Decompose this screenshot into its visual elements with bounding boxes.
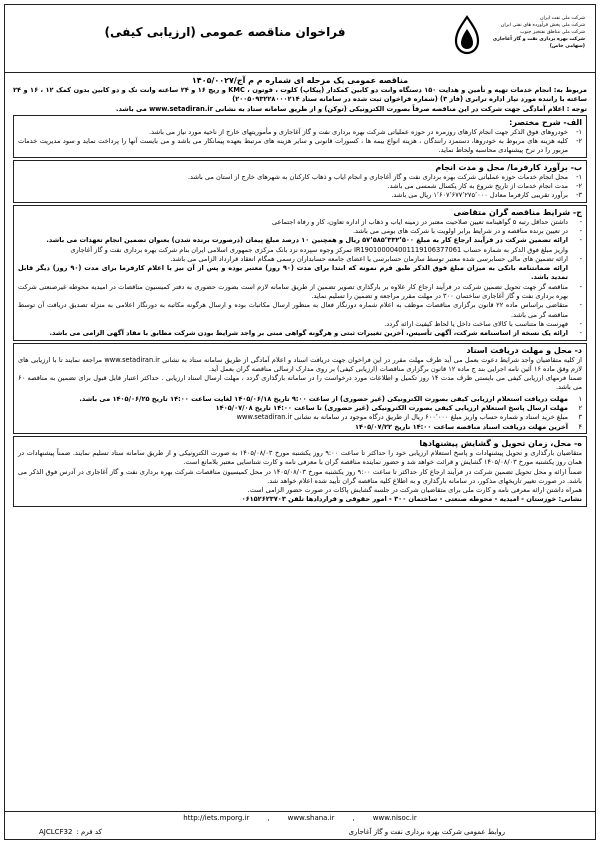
logo-line: شرکت ملی نفت ایران bbox=[539, 16, 585, 21]
section-title: د- محل و مهلت دریافت اسناد bbox=[466, 345, 582, 355]
footer-text: روابط عمومی شرکت بهره برداری نفت و گاز آغاجاری bbox=[348, 828, 505, 836]
tender-heading: مناقصه عمومی یک مرحله ای شماره م م آج/۱۴۰۵/۰۰۲۷ bbox=[191, 76, 409, 85]
paragraph: ضمنا فرمهای ارزیابی کیفی می بایستی ظرف مدت ۱۴ روز تکمیل و اطلاعات مورد درخواست را در سامانه بارگذاری گردد ، مهلت ارسال اسناد ارزیابی . حداکثر اعتبار قابل قبول برای تضمین به مناقصه ۶۰ می باشد. bbox=[18, 374, 582, 392]
list-item: ۴ آخرین مهلت دریافت اسناد مناقصه ساعت ۱۴:۰۰ تاریخ ۱۴۰۵/۰۷/۲۲ bbox=[355, 422, 582, 431]
document-header bbox=[5, 5, 595, 73]
form-code-label: کد فرم : bbox=[76, 828, 102, 836]
address: نشانی: خوزستان - امیدیه - محوطه صنعتی - ساختمان ۳۰۰ - امور حقوقی و قراردادها تلفن ۰۶۱۵۲۶۲۳۷۰۳ bbox=[241, 495, 582, 504]
logo-line: شرکت بهره برداری نفت و گاز آغاجاری (سهامی خاص) bbox=[492, 37, 585, 49]
section-d bbox=[13, 343, 587, 434]
list-item: - متقاضی براساس ماده ۲۲ قانون برگزاری مناقصات موظف به اعلام شماره دورنگار فعال به منظور ارسال مکاتبات بوده و ارسال هرگونه مکاتبه به دورنگار اعلامی به منزله تصدیق دریافت آن توسط مناقصه گر می باشد. bbox=[18, 301, 582, 319]
section-e bbox=[13, 436, 587, 507]
list-item: ۲ مهلت ارسال پاسخ استعلام ارزیابی کیفی بصورت الکترونیکی (غیر حضوری) تا ساعت ۱۴:۰۰ تاریخ ۱۴۰۵/۰۷/۰۸ bbox=[215, 404, 582, 413]
logo-line: شرکت ملی پخش فرآورده های نفتی ایران bbox=[500, 23, 585, 28]
website-links: http://iets.mporg.ir , www.shana.ir , www.nisoc.ir bbox=[183, 814, 417, 822]
section-title: ج- شرایط مناقصه گران متقاضی bbox=[453, 207, 582, 217]
list-item: ۲- مدت انجام خدمات از تاریخ شروع به کار یکسال شمسی می باشد. bbox=[387, 182, 582, 191]
document-footer bbox=[5, 811, 595, 839]
tender-document bbox=[4, 4, 596, 840]
list-item: - ارائه تضمین های مالی حسابرسی شده معتبر توسط سازمان حسابرسی یا اعضای جامعه حسابداران رسمی همگام انعقاد قرارداد الزامی می باشد. bbox=[170, 254, 582, 263]
paragraph: متقاضیان بارگذاری و تحویل پیشنهادات و پاسخ استعلام ارزیابی خود را حداکثر تا ساعت ۹:۰۰ روز یکشنبه مورخ ۱۴۰۵/۰۸/۰۳ به صورت الکترونیکی و از طریق سامانه ستاد تسلیم نمایند. ضمناً پیشنهادات در همان روز یکشنبه مورخ ۱۴۰۵/۰۸/۰۳ گشایش و قرائت خواهد شد و حضور نماینده مناقصه گران با معرفی نامه و کارت شناسایی معتبر بلامانع است. bbox=[18, 448, 582, 467]
logo-line: شرکت ملی مناطق نفتخیز جنوب bbox=[519, 30, 585, 35]
section-a bbox=[13, 115, 587, 158]
list-item: - ارائه یک نسخه از اساسنامه شرکت، آگهی تأسیس، آخرین تغییرات ثبتی و هرگونه گواهی مبنی بر واجد شرایط بودن شرکت مطابق با مفاد آگهی الزامی می باشد. bbox=[49, 329, 582, 338]
list-item: - فهرست ها متناسب با کالای ساخت داخل یا لحاظ کیفیت ارائه گردد. bbox=[384, 319, 582, 328]
section-title: الف- شرح مختصر: bbox=[509, 117, 582, 127]
list-item: ارائه ضمانتنامه بانکی به میزان مبلغ فوق الذکر طبق فرم نمونه که ابتدا برای مدت (۹۰ روز) معتبر بوده و پس از آن نیز با اعلام کارفرما برای مدت (۹۰ روز) دیگر قابل تمدید باشد. bbox=[18, 264, 568, 282]
list-item: - مناقصه گر جهت تحویل تضمین شرکت در فرآیند ارجاع کار علاوه بر بارگذاری تصویر تضمین از طریق سامانه لازم است بصورت حضوری به دفتر کمیسیون مناقصات در امیدیه محوطه غیرصنعتی شرکت بهره برداری نفت و گاز آغاجاری ساختمان ۳۰۰ در مهلت مقرر مراجعه و تضمین را تسلیم نماید. bbox=[18, 282, 582, 301]
page-title: فراخوان مناقصه عمومی (ارزیابی کیفی) bbox=[104, 25, 346, 39]
company-logo bbox=[445, 15, 585, 67]
website-link[interactable]: www.nisoc.ir bbox=[372, 814, 417, 822]
section-b bbox=[13, 160, 587, 203]
section-c bbox=[13, 205, 587, 341]
list-item: ۲- کلیه هزینه های مربوط به خودروها، دستمزد رانندگان ، هزینه انواع بیمه ها ، کسورات قانونی و سایر هزینه های مرتبط بعهده پیمانکار می باشد و می بایست آنها را پرداخت نماید و سود مدیریت خدمات مزبور را در نرخ پیشنهادی محاسبه ولحاظ نماید. bbox=[18, 137, 582, 155]
list-item: ۱ مهلت دریافت استعلام ارزیابی کیفی بصورت الکترونیکی (غیر حضوری) از ساعت ۹:۰۰ تاریخ ۱۴۰۵/۰۶/۱۸ لغایت ساعت ۱۴:۰۰ تاریخ ۱۴۰۵/۰۶/۲۵ می باشد. bbox=[79, 394, 582, 403]
list-item: ۱- خودروهای فوق الذکر جهت انجام کارهای روزمره در حوزه عملیاتی شرکت بهره برداری نفت و گاز آغاجاری و مأموریتهای خارج از ناحیه مورد نیاز می باشد. bbox=[149, 127, 582, 136]
section-title: ب- برآورد کارفرما/ محل و مدت انجام bbox=[435, 162, 582, 172]
list-item: ۳- برآورد تقریبی کارفرما معادل ۱٬۶۰۷٬۶۷۷٬۲۷۵٬۰۰۰ ریال می باشد. bbox=[391, 191, 582, 200]
website-link[interactable]: http://iets.mporg.ir bbox=[183, 814, 250, 822]
form-code-value: AJCLCF32 bbox=[39, 828, 73, 836]
form-code bbox=[35, 828, 102, 836]
list-item: واریز مبلغ فوق الذکر به شماره حساب IR190100004001119106377061 تمرکز وجوه سپرده نزد بانک مرکزی جمهوری اسلامی ایران بنام شرکت بهره برداری نفت و گاز آغاجاری bbox=[70, 245, 568, 254]
website-link[interactable]: www.shana.ir bbox=[287, 814, 335, 822]
list-item: ۱- محل انجام خدمات حوزه عملیاتی شرکت بهره برداری نفت و گاز آغاجاری و انجام ایاب و ذهاب کارکنان به شهرهای خارج از استان می باشد. bbox=[187, 172, 582, 181]
paragraph: از کلیه متقاضیان واجد شرایط دعوت بعمل می آید ظرف مهلت مقرر در این فراخوان جهت دریافت اسناد و اعلام آمادگی از طریق سامانه ستاد به نشانی www.setadiran.ir مراجعه نمایند تا با ارزیابی های لازم وفق ماده ۱۶ آئین نامه اجرایی بند ج ماده ۱۲ قانون برگزاری مناقصات (ارزیابی کیفی) بر روی مدارک ارسالی مناقصه گران بعمل آید. bbox=[18, 355, 582, 373]
paragraph: ضمناً ارائه و محل تحویل تضمین شرکت در فرآیند ارجاع کار حداکثر تا ساعت ۹:۰۰ روز یکشنبه مورخ ۱۴۰۵/۰۸/۰۳ در محل کمیسیون مناقصات شرکت بهره برداری نفت و گاز آغاجاری در آدرس فوق الذکر می باشد. در صورت تغییر تاریخهای مذکور، در سامانه بارگذاری و به اطلاع کلیه مناقصه گران تأیید شده اعلام خواهد شد. bbox=[18, 467, 582, 485]
flame-logo-icon bbox=[449, 15, 485, 55]
list-item: - داشتن حداقل رتبه ۵ گواهینامه تعیین صلاحیت معتبر در زمینه ایاب و ذهاب از اداره تعاون، کار و رفاه اجتماعی bbox=[271, 217, 582, 226]
tender-notice: توجه : اعلام آمادگی جهت شرکت در این مناقصه صرفاً بصورت الکترونیکی (توکن) و از طریق سامانه ستاد به نشانی www.setadiran.ir می باشد. bbox=[115, 104, 587, 113]
section-title: ه- محل، زمان تحویل و گشایش پیشنهادها bbox=[419, 438, 582, 448]
paragraph: همراه داشتن ارائه معرفی نامه و کارت ملی برای متقاضیان شرکت در جلسه گشایش پاکات در صورت حضور الزامی است. bbox=[247, 486, 582, 495]
list-item: - ارائه تضمین شرکت در فرآیند ارجاع کار به مبلغ ۵۷٬۵۸۵٬۳۳۲٬۵۰۰ ریال و همچنین ۱۰ درصد مبلغ پیمان (درصورت برنده شدن) بعنوان تضمین انجام تعهدات می باشد. bbox=[46, 236, 582, 245]
tender-subject: مربوط به: انجام خدمات تهیه و تأمین و هدایت ۱۵۰ دستگاه وانت دو کابین کمکدار (پیکاپ) کلوت ، فوتون ، KMC و ریچ ۱۶ و ۲۴ ساعته وانت تک و دو کابین بدون کمک ۱۲ ، ۱۶ و ۲۴ ساعته با راننده مورد نیاز اداره ترابری (فاز ۳) (شماره فراخوان ثبت شده در سامانه ستاد ۲۰۰۵۰۹۳۲۲۸۰۰۰۲۱۴) bbox=[13, 86, 587, 104]
list-item: ۳ مبلغ خرید اسناد و شماره حساب واریز مبلغ ۶۰۰٬۰۰۰ ریال از طریق درگاه موجود در سامانه به نشانی www.setadiran.ir bbox=[236, 413, 582, 422]
document-body bbox=[13, 75, 587, 809]
list-item: - در تعیین برنده مناقصه و در شرایط برابر اولویت با شرکت های بومی می باشد. bbox=[352, 226, 582, 235]
